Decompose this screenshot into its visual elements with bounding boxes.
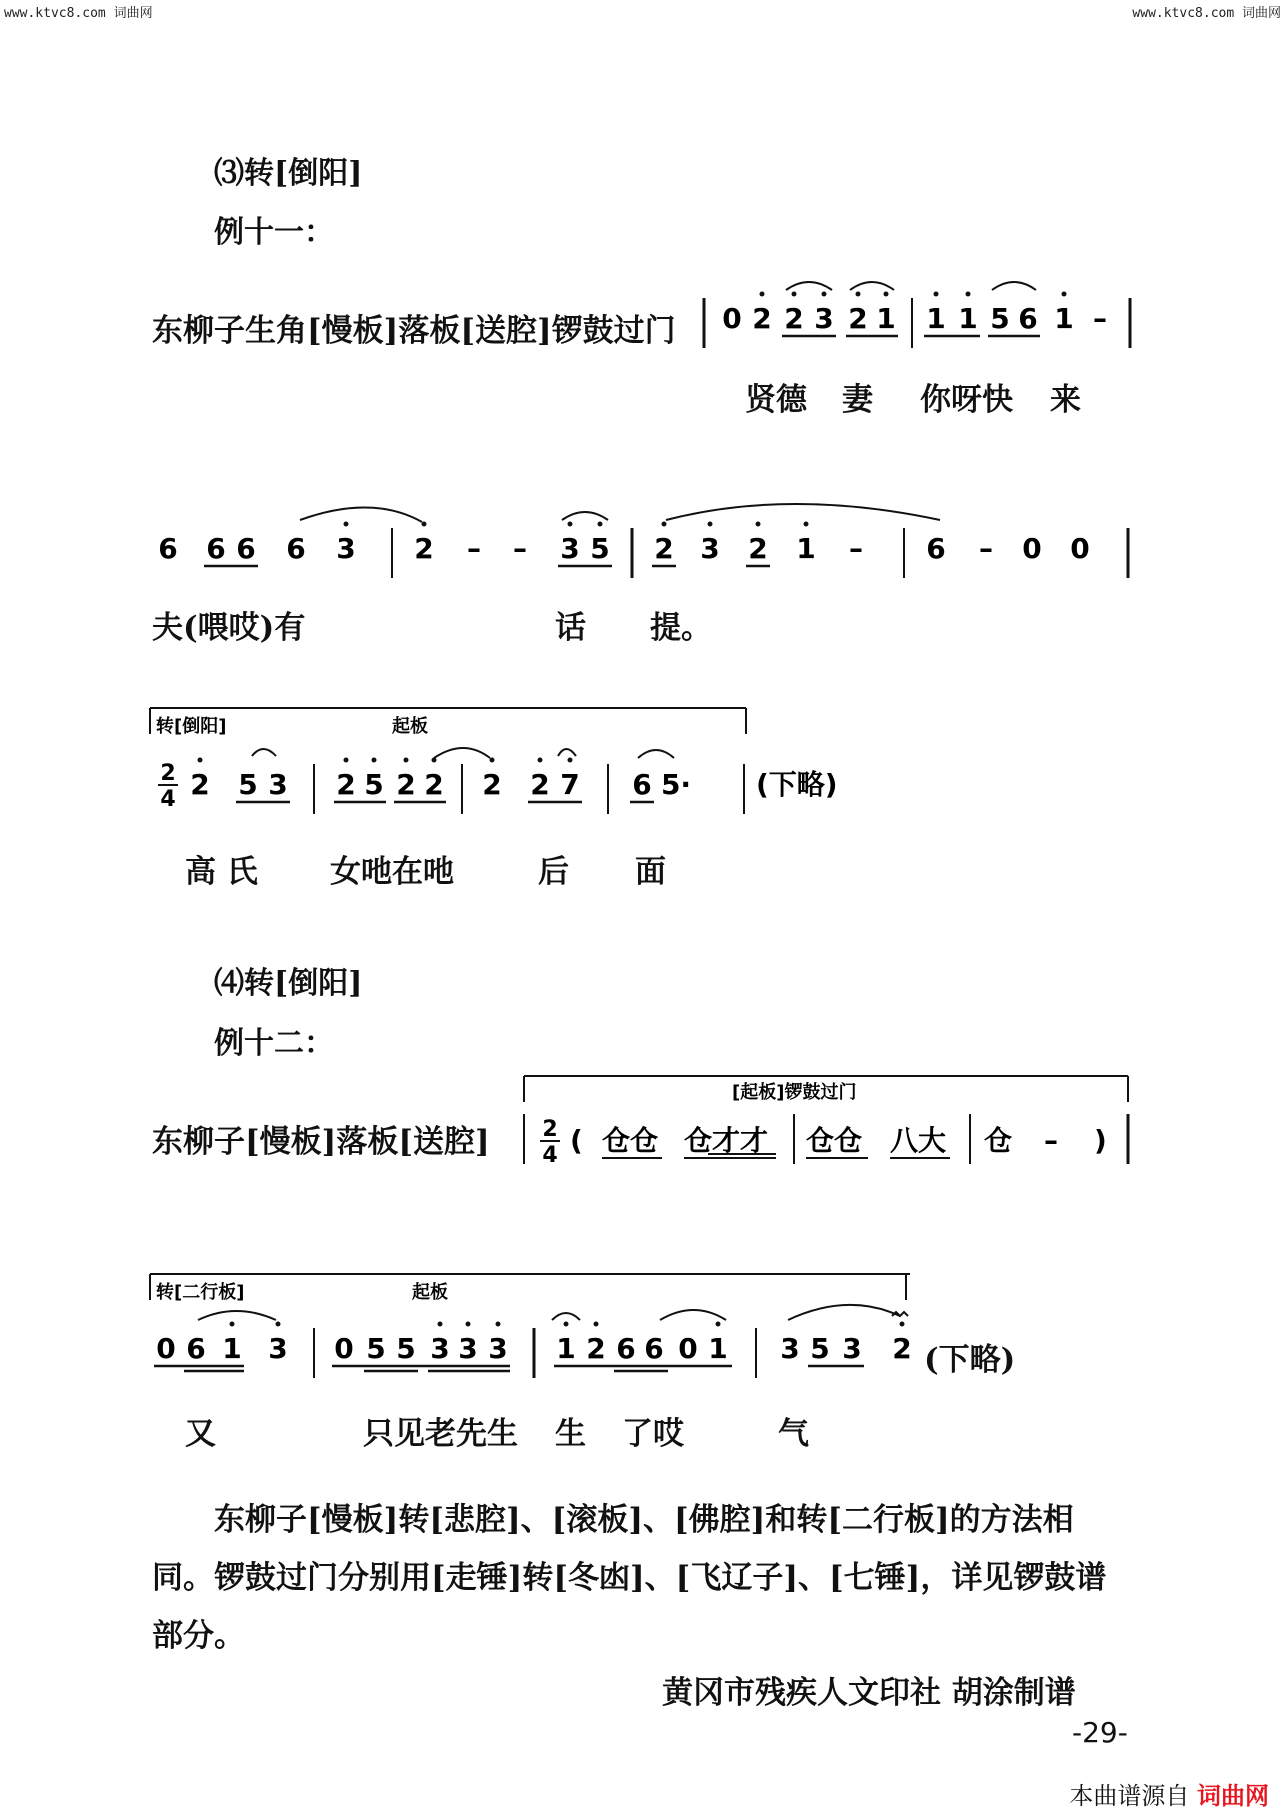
note: 1 xyxy=(876,302,896,335)
note: 3 xyxy=(700,532,720,565)
bracket-label: 起板 xyxy=(392,716,428,737)
note: 6 xyxy=(1018,302,1038,335)
octave-dots xyxy=(760,292,1067,297)
paragraph-line: 同。锣鼓过门分别用[走锤]转[冬凼]、[飞辽子]、[七锤]，详见锣鼓谱 xyxy=(152,1560,1107,1596)
footer-credit: 黄冈市残疾人文印社 胡涂制谱 xyxy=(662,1675,1076,1711)
note: 1 xyxy=(708,1332,728,1365)
section4-lyric: 又 xyxy=(185,1416,216,1452)
note: 0 xyxy=(156,1332,176,1365)
note: 3 xyxy=(268,768,288,801)
note: 6 xyxy=(632,768,652,801)
note: 3 xyxy=(488,1332,508,1365)
section3-staff3 xyxy=(148,706,868,821)
time-signature-bottom: 4 xyxy=(160,787,176,812)
section3-lyric: 女吔在吔 xyxy=(330,854,454,890)
section3-lyric: 贤德 xyxy=(745,382,807,418)
section3-heading: ⑶转[倒阳] xyxy=(214,156,363,191)
bracket-label: 起板 xyxy=(412,1282,448,1303)
note: 6 xyxy=(186,1332,206,1365)
source-brand-link[interactable]: 词曲网 xyxy=(1197,1782,1269,1810)
note: 5 xyxy=(396,1332,416,1365)
gong-word: 仓仓 xyxy=(806,1124,863,1157)
section4-lead-label: 东柳子[慢板]落板[送腔] xyxy=(152,1124,490,1160)
note: 6 xyxy=(236,532,256,565)
time-signature-top: 2 xyxy=(160,761,176,786)
note: 6 xyxy=(644,1332,664,1365)
note: 2 xyxy=(482,768,502,801)
note: 0 xyxy=(1022,532,1042,565)
paragraph-line: 东柳子[慢板]转[悲腔]、[滚板]、[佛腔]和转[二行板]的方法相 xyxy=(214,1502,1074,1538)
note: 1 xyxy=(796,532,816,565)
note: 2 xyxy=(530,768,550,801)
section3-example: 例十一： xyxy=(214,215,334,250)
note: 1 xyxy=(958,302,978,335)
section3-staff1 xyxy=(690,270,1140,360)
bracket xyxy=(150,708,746,734)
note: 3 xyxy=(560,532,580,565)
section3-lyric: 话 xyxy=(555,610,586,646)
gong-word: 仓 xyxy=(984,1124,1013,1157)
watermark-right: www.ktvc8.com 词曲网 xyxy=(1132,6,1281,21)
octave-dots xyxy=(198,758,573,763)
note: 2 xyxy=(848,302,868,335)
slurs xyxy=(252,748,674,758)
note: 0 xyxy=(1070,532,1090,565)
slurs xyxy=(300,504,940,522)
section4-staff-end-note: (下略) xyxy=(924,1342,1016,1378)
bracket-close: ) xyxy=(1094,1124,1107,1157)
note: 2 xyxy=(748,532,768,565)
time-signature-top: 2 xyxy=(542,1117,558,1142)
note: 0 xyxy=(722,302,742,335)
note: 1 xyxy=(1054,302,1074,335)
source-prefix: 本曲谱源自 xyxy=(1069,1782,1190,1810)
note: 2 xyxy=(892,1332,912,1365)
gong-word: 仓才才 xyxy=(684,1124,769,1157)
note: 2 xyxy=(336,768,356,801)
slurs xyxy=(198,1305,900,1320)
note: 7 xyxy=(560,768,580,801)
note: 5 xyxy=(990,302,1010,335)
octave-dots xyxy=(344,522,809,527)
note: 2 xyxy=(396,768,416,801)
note: 3 xyxy=(814,302,834,335)
slurs xyxy=(786,282,1036,290)
note: 3 xyxy=(842,1332,862,1365)
section4-lyric: 了哎 xyxy=(622,1416,684,1452)
octave-dots xyxy=(230,1322,905,1327)
trill-mark xyxy=(892,1312,908,1316)
section3-lyric: 妻 xyxy=(842,382,873,418)
note: 5 xyxy=(810,1332,830,1365)
note: 6 xyxy=(616,1332,636,1365)
watermark-left: www.ktvc8.com 词曲网 xyxy=(4,6,153,21)
source-credit xyxy=(1069,1776,1269,1811)
section3-lyric: 高 氏 xyxy=(185,854,258,890)
note: 5 xyxy=(590,532,610,565)
note: 6 xyxy=(286,532,306,565)
bracket-label: 转[二行板] xyxy=(156,1282,245,1303)
note: 5 xyxy=(238,768,258,801)
underlines xyxy=(154,1366,864,1371)
note: 6 xyxy=(206,532,226,565)
section3-staff2 xyxy=(150,498,1140,588)
note: 0 xyxy=(334,1332,354,1365)
note: 2 xyxy=(654,532,674,565)
note: 3 xyxy=(458,1332,478,1365)
note: 3 xyxy=(268,1332,288,1365)
section4-example: 例十二： xyxy=(214,1026,334,1061)
gong-word: 八大 xyxy=(890,1124,947,1157)
note: 2 xyxy=(784,302,804,335)
note: 5 xyxy=(364,768,384,801)
gong-word: – xyxy=(1044,1124,1058,1157)
note: 1 xyxy=(926,302,946,335)
section3-lyric: 提。 xyxy=(650,610,712,646)
note: – xyxy=(849,532,863,565)
section4-lyric: 气 xyxy=(778,1416,809,1452)
note: 0 xyxy=(678,1332,698,1365)
time-signature-bottom: 4 xyxy=(542,1143,558,1168)
gong-word: 仓仓 xyxy=(602,1124,659,1157)
note: 2 xyxy=(414,532,434,565)
page-number: -29- xyxy=(1072,1716,1128,1749)
section4-staff2 xyxy=(148,1272,912,1392)
paragraph-line: 部分。 xyxy=(152,1618,245,1654)
note: 3 xyxy=(430,1332,450,1365)
note: 6 xyxy=(158,532,178,565)
section4-lyric: 只见老先生 xyxy=(363,1416,518,1452)
note: 2 xyxy=(190,768,210,801)
section3-lyric: 后 xyxy=(538,854,569,890)
note: 5· xyxy=(660,768,692,801)
section4-staff1 xyxy=(514,1074,1144,1174)
note: – xyxy=(467,532,481,565)
section4-heading: ⑷转[倒阳] xyxy=(214,966,363,1001)
section3-lead-label: 东柳子生角[慢板]落板[送腔]锣鼓过门 xyxy=(152,313,676,349)
bracket-label: 转[倒阳] xyxy=(156,716,227,737)
staff-end-note: (下略) xyxy=(756,768,838,801)
note: – xyxy=(979,532,993,565)
bracket-open: ( xyxy=(570,1124,583,1157)
note: 2 xyxy=(752,302,772,335)
note: 2 xyxy=(586,1332,606,1365)
section4-lyric: 生 xyxy=(555,1416,586,1452)
note: 6 xyxy=(926,532,946,565)
bracket-label: [起板]锣鼓过门 xyxy=(732,1082,857,1103)
section3-lyric: 夫(喂哎)有 xyxy=(152,610,306,646)
note: – xyxy=(1093,302,1107,335)
note: 3 xyxy=(336,532,356,565)
note: 3 xyxy=(780,1332,800,1365)
note: 1 xyxy=(556,1332,576,1365)
section3-lyric: 你呀快 xyxy=(920,382,1013,418)
note: 2 xyxy=(424,768,444,801)
note: – xyxy=(513,532,527,565)
note: 1 xyxy=(222,1332,242,1365)
note: 5 xyxy=(366,1332,386,1365)
section3-lyric: 来 xyxy=(1050,382,1081,418)
bracket xyxy=(150,1274,910,1300)
section3-lyric: 面 xyxy=(635,854,666,890)
